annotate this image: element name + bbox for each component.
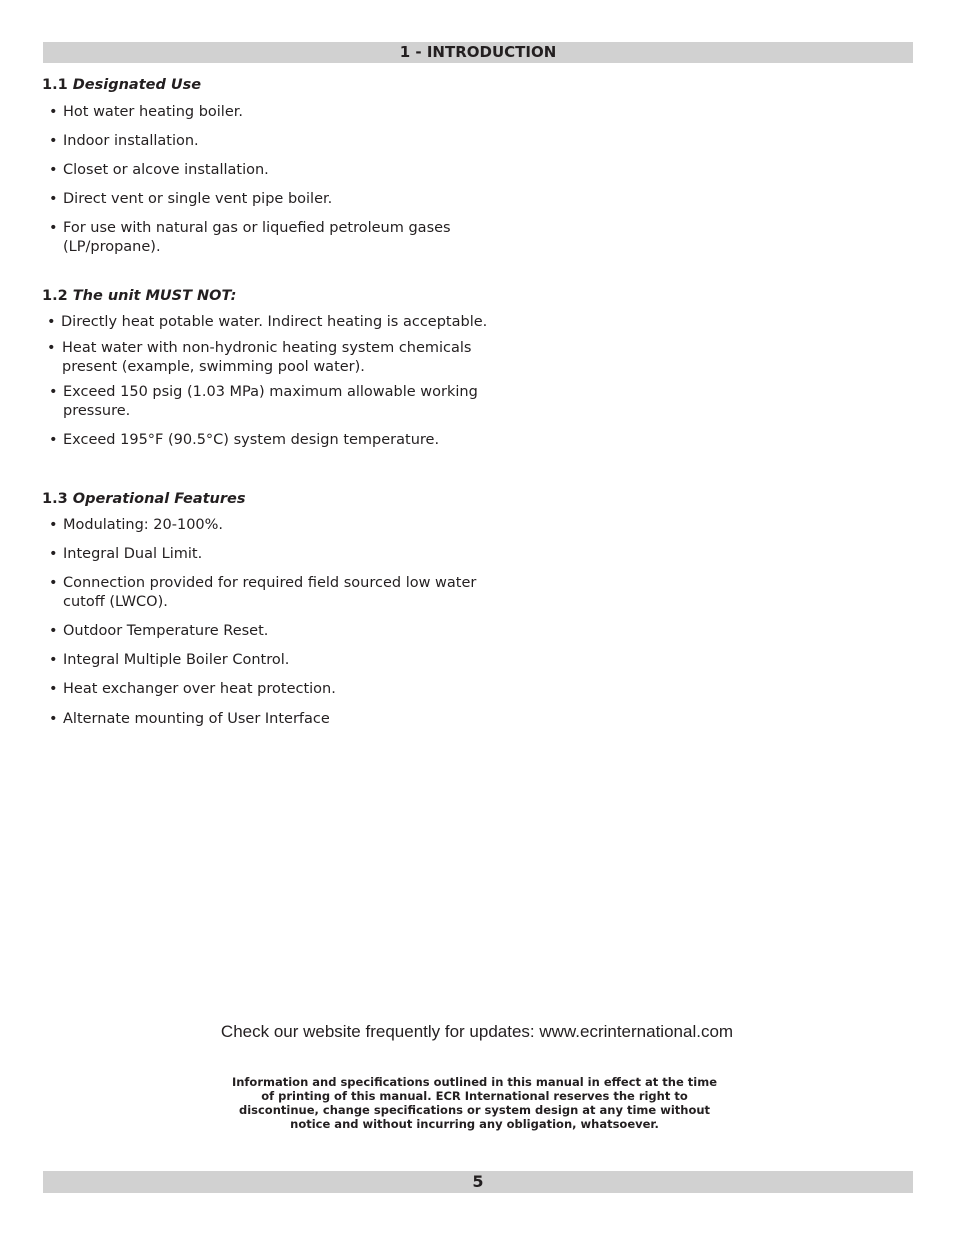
list-item: • Exceed 195°F (90.5°C) system design temperature. (49, 432, 440, 448)
list-item: • Indoor installation. (49, 133, 199, 149)
bullet-icon: • (49, 575, 58, 591)
list-item: • Directly heat potable water. Indirect heating is acceptable. (47, 314, 488, 330)
list-item: • Outdoor Temperature Reset. (49, 623, 269, 639)
bullet-icon: • (49, 133, 58, 149)
list-item: • Heat exchanger over heat protection. (49, 681, 336, 697)
footer-bar (43, 1171, 913, 1193)
list-item: • Alternate mounting of User Interface (49, 711, 330, 727)
bullet-icon: • (49, 623, 58, 639)
disclaimer: Information and specifications outlined in this manual in effect at the time of printing of this manual. ECR International reserves the right to discontinue, change specifications or system design at any time without notice and without incurring any obligation, whatsoever. (231, 1075, 718, 1131)
bullet-icon: • (49, 681, 58, 697)
section-header-bar (43, 42, 913, 63)
section-heading-designated-use (42, 77, 201, 93)
page-number: 5 (472, 1172, 484, 1191)
list-item: • Hot water heating boiler. (49, 104, 243, 120)
section-title: Designated Use (72, 77, 202, 93)
bullet-icon: • (49, 220, 58, 236)
bullet-icon: • (49, 432, 58, 448)
bullet-icon: • (47, 340, 56, 356)
section-number: 1.1 (42, 77, 68, 93)
bullet-icon: • (49, 517, 58, 533)
bullet-icon: • (49, 384, 58, 400)
section-number: 1.2 (42, 288, 68, 304)
bullet-icon: • (49, 104, 58, 120)
list-item: • For use with natural gas or liquefied petroleum gases (LP/propane). (49, 220, 451, 255)
bullet-icon: • (49, 191, 58, 207)
list-item: • Direct vent or single vent pipe boiler. (49, 191, 333, 207)
bullet-icon: • (47, 314, 56, 330)
page-title: 1 - INTRODUCTION (399, 43, 557, 61)
list-item: • Exceed 150 psig (1.03 MPa) maximum allowable working pressure. (49, 384, 478, 419)
bullet-icon: • (49, 711, 58, 727)
list-item: • Integral Dual Limit. (49, 546, 203, 562)
bullet-icon: • (49, 652, 58, 668)
section-title: The unit MUST NOT: (72, 288, 237, 304)
list-item: • Closet or alcove installation. (49, 162, 269, 178)
section-number: 1.3 (42, 491, 68, 507)
list-item: • Modulating: 20-100%. (49, 517, 224, 533)
bullet-icon: • (49, 162, 58, 178)
section-title: Operational Features (72, 491, 246, 507)
bullet-icon: • (49, 546, 58, 562)
section-heading-unit-must-not (42, 288, 236, 304)
list-item: • Connection provided for required field sourced low water cutoff (LWCO). (49, 575, 477, 610)
website-note: Check our website frequently for updates: www.ecrinternational.com (220, 1022, 734, 1041)
list-item: • Integral Multiple Boiler Control. (49, 652, 290, 668)
list-item: • Heat water with non-hydronic heating system chemicals present (example, swimming pool water). (47, 340, 472, 375)
section-heading-operational-features (42, 491, 245, 507)
